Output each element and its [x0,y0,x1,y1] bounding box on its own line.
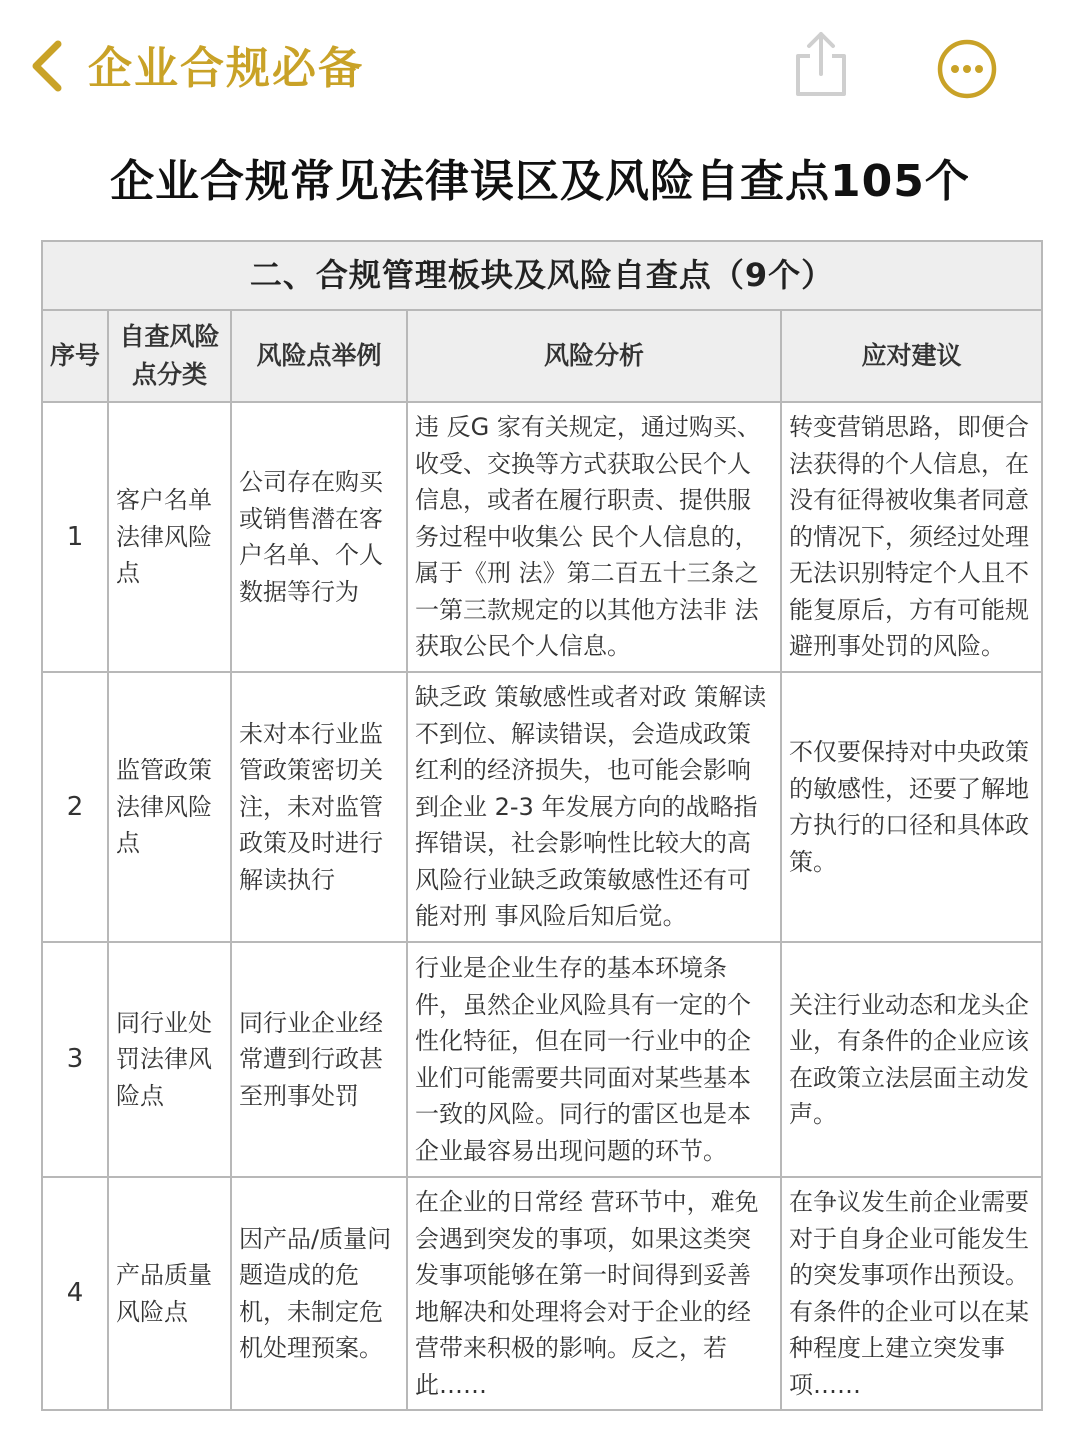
nav-bar [0,0,1080,130]
column-header: 应对建议 [781,310,1042,402]
row-number: 1 [42,402,108,672]
chevron-left-icon [28,40,68,92]
column-header: 序号 [42,310,108,402]
risk-analysis: 缺乏政 策敏感性或者对政 策解读不到位、解读错误，会造成政策红利的经济损失，也可能会影响到企业 2-3 年发展方向的战略指挥错误，社会影响性比较大的高风险行业缺乏政策敏感性还有可能对刑 事风险后知后觉。 [407,672,781,942]
risk-analysis: 行业是企业生存的基本环境条件，虽然企业风险具有一定的个性化特征，但在同一行业中的企业们可能需要共同面对某些基本一致的风险。同行的雷区也是本企业最容易出现问题的环节。 [407,942,781,1177]
risk-category: 同行业处罚法律风险点 [108,942,231,1177]
risk-advice: 不仅要保持对中央政策的敏感性，还要了解地方执行的口径和具体政策。 [781,672,1042,942]
row-number: 2 [42,672,108,942]
share-button[interactable] [792,30,850,98]
risk-analysis: 违 反G 家有关规定，通过购买、收受、交换等方式获取公民个人信息，或者在履行职责、提供服务过程中收集公 民个人信息的，属于《刑 法》第二百五十三条之一第三款规定的以其他方法非 法获取公民个人信息。 [407,402,781,672]
risk-category: 产品质量风险点 [108,1177,231,1410]
section-header-row [42,241,1042,310]
risk-category: 客户名单法律风险点 [108,402,231,672]
nav-title: 企业合规必备 [88,43,364,94]
column-header-row [42,310,1042,402]
risk-advice: 在争议发生前企业需要对于自身企业可能发生的突发事项作出预设。有条件的企业可以在某种程度上建立突发事项…… [781,1177,1042,1410]
risk-advice: 关注行业动态和龙头企业，有条件的企业应该在政策立法层面主动发声。 [781,942,1042,1177]
risk-example: 因产品/质量问题造成的危机，未制定危机处理预案。 [231,1177,407,1410]
table-row [42,402,1042,672]
table-row [42,942,1042,1177]
risk-analysis: 在企业的日常经 营环节中，难免会遇到突发的事项，如果这类突发事项能够在第一时间得到妥善地解决和处理将会对于企业的经营带来积极的影响。反之，若此…… [407,1177,781,1410]
risk-example: 公司存在购买或销售潜在客户名单、个人数据等行为 [231,402,407,672]
column-header: 风险点举例 [231,310,407,402]
column-header: 自查风险点分类 [108,310,231,402]
section-title: 二、合规管理板块及风险自查点（9个） [42,241,1042,310]
risk-category: 监管政策法律风险点 [108,672,231,942]
risk-example: 同行业企业经常遭到行政甚至刑事处罚 [231,942,407,1177]
row-number: 4 [42,1177,108,1410]
share-icon [792,30,850,98]
row-number: 3 [42,942,108,1177]
more-icon [936,38,998,100]
column-header: 风险分析 [407,310,781,402]
table-row [42,1177,1042,1410]
risk-table [41,240,1043,1411]
risk-example: 未对本行业监管政策密切关注，未对监管政策及时进行解读执行 [231,672,407,942]
back-button[interactable] [28,40,68,92]
more-button[interactable] [936,38,998,100]
document-title: 企业合规常见法律误区及风险自查点105个 [110,156,970,207]
table-row [42,672,1042,942]
risk-advice: 转变营销思路，即便合法获得的个人信息，在没有征得被收集者同意的情况下，须经过处理无法识别特定个人且不能复原后，方有可能规避刑事处罚的风险。 [781,402,1042,672]
